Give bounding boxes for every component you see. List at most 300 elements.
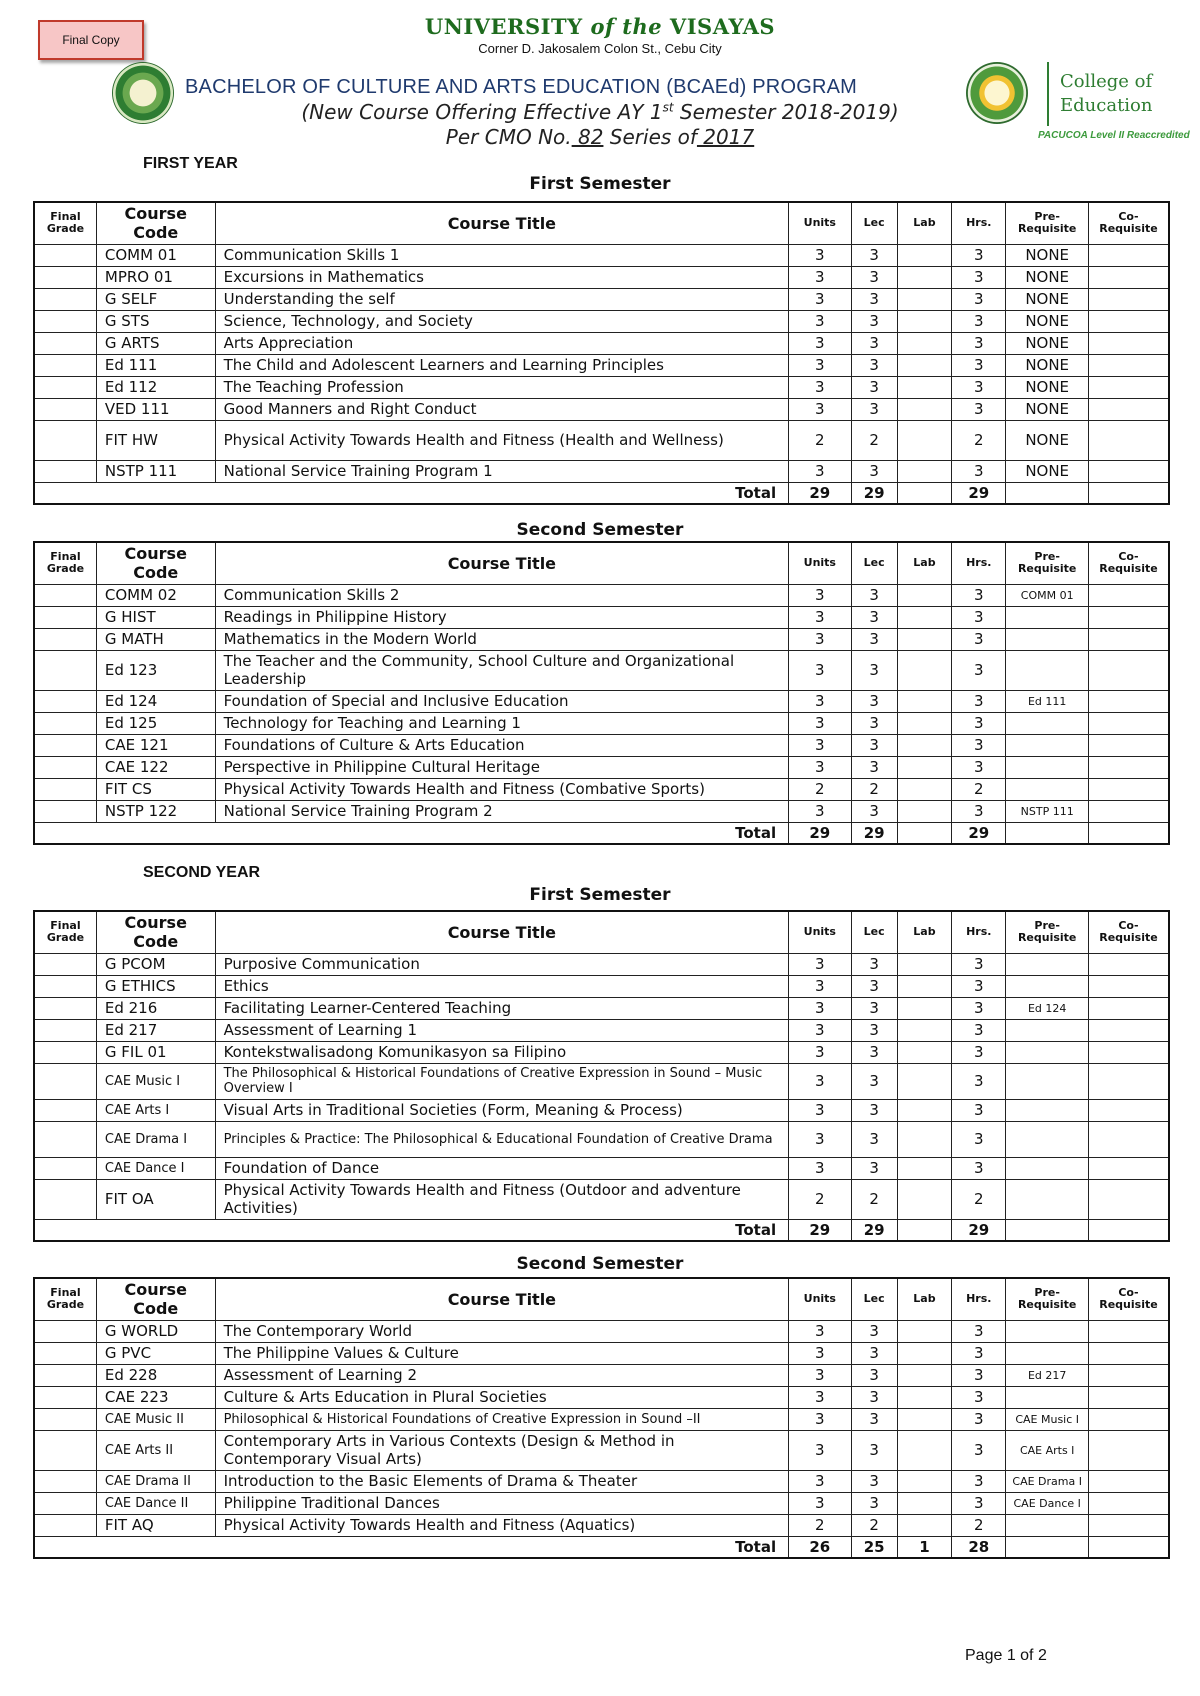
total-units: 29 xyxy=(789,1219,851,1241)
lab-cell xyxy=(897,1063,951,1099)
header-row xyxy=(34,202,1169,244)
lab-cell xyxy=(897,1364,951,1386)
corequisite-cell xyxy=(1088,1364,1169,1386)
course-row xyxy=(34,606,1169,628)
course-table xyxy=(33,541,1170,845)
course-row xyxy=(34,1408,1169,1430)
course-row xyxy=(34,376,1169,398)
course-row xyxy=(34,712,1169,734)
corequisite-cell xyxy=(1088,420,1169,460)
units-cell: 3 xyxy=(789,460,851,482)
hrs-cell: 2 xyxy=(952,1179,1006,1219)
hrs-cell: 3 xyxy=(952,288,1006,310)
final-grade-cell[interactable] xyxy=(34,1041,96,1063)
prerequisite-cell xyxy=(1006,712,1089,734)
col-prerequisite: Pre-Requisite xyxy=(1006,1278,1089,1320)
corequisite-cell xyxy=(1088,628,1169,650)
corequisite-cell xyxy=(1088,266,1169,288)
total-lec: 29 xyxy=(851,822,897,844)
lec-cell: 3 xyxy=(851,690,897,712)
lab-cell xyxy=(897,310,951,332)
final-grade-cell[interactable] xyxy=(34,460,96,482)
col-hrs: Hrs. xyxy=(952,911,1006,953)
lab-cell xyxy=(897,1179,951,1219)
prerequisite-cell: NONE xyxy=(1006,376,1089,398)
units-cell: 3 xyxy=(789,997,851,1019)
course-table xyxy=(33,910,1170,1242)
total-pre-empty xyxy=(1006,482,1089,504)
units-cell: 3 xyxy=(789,1041,851,1063)
lab-cell xyxy=(897,953,951,975)
corequisite-cell xyxy=(1088,1041,1169,1063)
lec-cell: 3 xyxy=(851,1099,897,1121)
lab-cell xyxy=(897,332,951,354)
course-code: Ed 112 xyxy=(96,376,215,398)
units-cell: 3 xyxy=(789,354,851,376)
course-code: CAE Dance I xyxy=(96,1157,215,1179)
total-blank xyxy=(34,1219,215,1241)
total-hrs: 29 xyxy=(952,822,1006,844)
total-blank xyxy=(34,482,215,504)
course-code: CAE Music II xyxy=(96,1408,215,1430)
final-grade-cell[interactable] xyxy=(34,1063,96,1099)
col-course-code: Course Code xyxy=(96,542,215,584)
hrs-cell: 3 xyxy=(952,650,1006,690)
final-grade-cell[interactable] xyxy=(34,1364,96,1386)
hrs-cell: 3 xyxy=(952,800,1006,822)
course-code: CAE Arts I xyxy=(96,1099,215,1121)
final-grade-cell[interactable] xyxy=(34,288,96,310)
lec-cell: 2 xyxy=(851,778,897,800)
prerequisite-cell: NONE xyxy=(1006,460,1089,482)
course-code: Ed 111 xyxy=(96,354,215,376)
units-cell: 2 xyxy=(789,420,851,460)
lab-cell xyxy=(897,266,951,288)
final-grade-cell[interactable] xyxy=(34,1492,96,1514)
corequisite-cell xyxy=(1088,1320,1169,1342)
corequisite-cell xyxy=(1088,1386,1169,1408)
course-title: National Service Training Program 2 xyxy=(215,800,789,822)
final-grade-cell[interactable] xyxy=(34,650,96,690)
col-final-grade: Final Grade xyxy=(34,1278,96,1320)
total-units: 26 xyxy=(789,1536,851,1558)
cmo-line: Per CMO No. 82 Series of 2017 xyxy=(445,125,755,149)
total-lec: 25 xyxy=(851,1536,897,1558)
final-grade-cell[interactable] xyxy=(34,1430,96,1470)
units-cell: 3 xyxy=(789,266,851,288)
lab-cell xyxy=(897,1514,951,1536)
final-grade-cell[interactable] xyxy=(34,1386,96,1408)
final-grade-cell[interactable] xyxy=(34,1320,96,1342)
prerequisite-cell xyxy=(1006,1179,1089,1219)
course-code: FIT AQ xyxy=(96,1514,215,1536)
semester-heading: Second Semester xyxy=(516,520,684,540)
course-row xyxy=(34,398,1169,420)
hrs-cell: 3 xyxy=(952,1063,1006,1099)
lab-cell xyxy=(897,712,951,734)
course-row xyxy=(34,953,1169,975)
corequisite-cell xyxy=(1088,650,1169,690)
course-title: Contemporary Arts in Various Contexts (Design & Method in Contemporary Visual Arts) xyxy=(215,1430,789,1470)
lab-cell xyxy=(897,376,951,398)
corequisite-cell xyxy=(1088,953,1169,975)
header-row xyxy=(34,542,1169,584)
total-lab xyxy=(897,822,951,844)
hrs-cell: 3 xyxy=(952,628,1006,650)
corequisite-cell xyxy=(1088,778,1169,800)
prerequisite-cell: Ed 111 xyxy=(1006,690,1089,712)
units-cell: 3 xyxy=(789,1063,851,1099)
course-title: Communication Skills 2 xyxy=(215,584,789,606)
lab-cell xyxy=(897,1470,951,1492)
course-row xyxy=(34,420,1169,460)
final-copy-stamp: Final Copy xyxy=(38,20,144,60)
hrs-cell: 2 xyxy=(952,420,1006,460)
hrs-cell: 3 xyxy=(952,310,1006,332)
corequisite-cell xyxy=(1088,1408,1169,1430)
hrs-cell: 3 xyxy=(952,953,1006,975)
lab-cell xyxy=(897,650,951,690)
corequisite-cell xyxy=(1088,398,1169,420)
units-cell: 3 xyxy=(789,1364,851,1386)
lec-cell: 2 xyxy=(851,420,897,460)
corequisite-cell xyxy=(1088,712,1169,734)
course-row xyxy=(34,332,1169,354)
course-row xyxy=(34,1019,1169,1041)
col-units: Units xyxy=(789,911,851,953)
lab-cell xyxy=(897,1342,951,1364)
final-grade-cell[interactable] xyxy=(34,420,96,460)
corequisite-cell xyxy=(1088,1342,1169,1364)
corequisite-cell xyxy=(1088,690,1169,712)
semester-heading: First Semester xyxy=(529,174,671,194)
prerequisite-cell xyxy=(1006,1320,1089,1342)
course-table xyxy=(33,201,1170,505)
total-label: Total xyxy=(215,1536,789,1558)
course-title: Science, Technology, and Society xyxy=(215,310,789,332)
final-grade-cell[interactable] xyxy=(34,628,96,650)
course-title: Foundation of Special and Inclusive Education xyxy=(215,690,789,712)
units-cell: 3 xyxy=(789,1099,851,1121)
corequisite-cell xyxy=(1088,244,1169,266)
corequisite-cell xyxy=(1088,734,1169,756)
course-code: CAE 121 xyxy=(96,734,215,756)
corequisite-cell xyxy=(1088,376,1169,398)
course-title: Good Manners and Right Conduct xyxy=(215,398,789,420)
final-grade-cell[interactable] xyxy=(34,778,96,800)
course-title: Physical Activity Towards Health and Fitness (Outdoor and adventure Activities) xyxy=(215,1179,789,1219)
final-grade-cell[interactable] xyxy=(34,354,96,376)
course-row xyxy=(34,1041,1169,1063)
course-code: FIT CS xyxy=(96,778,215,800)
course-title: Communication Skills 1 xyxy=(215,244,789,266)
lab-cell xyxy=(897,690,951,712)
prerequisite-cell xyxy=(1006,734,1089,756)
course-title: Assessment of Learning 1 xyxy=(215,1019,789,1041)
lec-cell: 3 xyxy=(851,1121,897,1157)
course-code: CAE Drama I xyxy=(96,1121,215,1157)
total-label: Total xyxy=(215,482,789,504)
hrs-cell: 3 xyxy=(952,1386,1006,1408)
final-grade-cell[interactable] xyxy=(34,800,96,822)
units-cell: 3 xyxy=(789,1408,851,1430)
col-course-title: Course Title xyxy=(215,1278,789,1320)
final-grade-cell[interactable] xyxy=(34,1408,96,1430)
final-grade-cell[interactable] xyxy=(34,266,96,288)
col-course-title: Course Title xyxy=(215,911,789,953)
course-title: Understanding the self xyxy=(215,288,789,310)
lec-cell: 3 xyxy=(851,650,897,690)
final-grade-cell[interactable] xyxy=(34,1019,96,1041)
hrs-cell: 3 xyxy=(952,690,1006,712)
course-code: CAE Arts II xyxy=(96,1430,215,1470)
units-cell: 3 xyxy=(789,288,851,310)
final-grade-cell[interactable] xyxy=(34,734,96,756)
hrs-cell: 3 xyxy=(952,244,1006,266)
course-row xyxy=(34,734,1169,756)
col-hrs: Hrs. xyxy=(952,542,1006,584)
course-row xyxy=(34,997,1169,1019)
course-code: Ed 125 xyxy=(96,712,215,734)
hrs-cell: 3 xyxy=(952,734,1006,756)
prerequisite-cell: NONE xyxy=(1006,332,1089,354)
course-row xyxy=(34,1430,1169,1470)
final-grade-cell[interactable] xyxy=(34,332,96,354)
corequisite-cell xyxy=(1088,1157,1169,1179)
course-code: CAE Dance II xyxy=(96,1492,215,1514)
course-code: G FIL 01 xyxy=(96,1041,215,1063)
final-grade-cell[interactable] xyxy=(34,756,96,778)
university-address: Corner D. Jakosalem Colon St., Cebu City xyxy=(478,41,722,56)
lec-cell: 3 xyxy=(851,734,897,756)
course-title: Facilitating Learner-Centered Teaching xyxy=(215,997,789,1019)
semester-heading: First Semester xyxy=(529,885,671,905)
final-grade-cell[interactable] xyxy=(34,1514,96,1536)
final-grade-cell[interactable] xyxy=(34,1099,96,1121)
lec-cell: 3 xyxy=(851,266,897,288)
course-title: Introduction to the Basic Elements of Drama & Theater xyxy=(215,1470,789,1492)
total-label: Total xyxy=(215,822,789,844)
lab-cell xyxy=(897,288,951,310)
prerequisite-cell xyxy=(1006,1099,1089,1121)
final-grade-cell[interactable] xyxy=(34,376,96,398)
prerequisite-cell xyxy=(1006,650,1089,690)
lab-cell xyxy=(897,1157,951,1179)
program-title: BACHELOR OF CULTURE AND ARTS EDUCATION (BCAEd) PROGRAM xyxy=(185,76,858,98)
col-lec: Lec xyxy=(851,542,897,584)
lab-cell xyxy=(897,1121,951,1157)
units-cell: 3 xyxy=(789,1492,851,1514)
total-hrs: 28 xyxy=(952,1536,1006,1558)
course-title: Foundation of Dance xyxy=(215,1157,789,1179)
units-cell: 3 xyxy=(789,734,851,756)
units-cell: 3 xyxy=(789,310,851,332)
course-code: CAE 122 xyxy=(96,756,215,778)
corequisite-cell xyxy=(1088,1430,1169,1470)
lec-cell: 3 xyxy=(851,1157,897,1179)
final-grade-cell[interactable] xyxy=(34,584,96,606)
prerequisite-cell xyxy=(1006,953,1089,975)
col-corequisite: Co-Requisite xyxy=(1088,202,1169,244)
hrs-cell: 3 xyxy=(952,1121,1006,1157)
course-code: FIT OA xyxy=(96,1179,215,1219)
units-cell: 3 xyxy=(789,690,851,712)
course-code: G SELF xyxy=(96,288,215,310)
course-code: G WORLD xyxy=(96,1320,215,1342)
prerequisite-cell xyxy=(1006,1386,1089,1408)
course-title: Principles & Practice: The Philosophical & Educational Foundation of Creative Drama xyxy=(215,1121,789,1157)
final-grade-cell[interactable] xyxy=(34,1179,96,1219)
corequisite-cell xyxy=(1088,1121,1169,1157)
course-title: Assessment of Learning 2 xyxy=(215,1364,789,1386)
units-cell: 3 xyxy=(789,332,851,354)
final-grade-cell[interactable] xyxy=(34,953,96,975)
final-grade-cell[interactable] xyxy=(34,975,96,997)
hrs-cell: 2 xyxy=(952,778,1006,800)
final-grade-cell[interactable] xyxy=(34,1342,96,1364)
course-row xyxy=(34,1470,1169,1492)
col-course-title: Course Title xyxy=(215,542,789,584)
prerequisite-cell: CAE Drama I xyxy=(1006,1470,1089,1492)
course-row xyxy=(34,1514,1169,1536)
course-code: Ed 216 xyxy=(96,997,215,1019)
course-code: CAE Music I xyxy=(96,1063,215,1099)
lab-cell xyxy=(897,1041,951,1063)
lab-cell xyxy=(897,420,951,460)
prerequisite-cell: NONE xyxy=(1006,398,1089,420)
lec-cell: 3 xyxy=(851,1492,897,1514)
lec-cell: 3 xyxy=(851,584,897,606)
final-grade-cell[interactable] xyxy=(34,712,96,734)
total-hrs: 29 xyxy=(952,482,1006,504)
total-label: Total xyxy=(215,1219,789,1241)
lec-cell: 3 xyxy=(851,975,897,997)
course-title: The Child and Adolescent Learners and Learning Principles xyxy=(215,354,789,376)
lec-cell: 3 xyxy=(851,1019,897,1041)
col-lec: Lec xyxy=(851,1278,897,1320)
year-heading: FIRST YEAR xyxy=(143,155,238,172)
year-heading: SECOND YEAR xyxy=(143,864,261,881)
col-lab: Lab xyxy=(897,202,951,244)
col-prerequisite: Pre-Requisite xyxy=(1006,542,1089,584)
course-code: CAE Drama II xyxy=(96,1470,215,1492)
course-code: NSTP 122 xyxy=(96,800,215,822)
hrs-cell: 3 xyxy=(952,1099,1006,1121)
course-title: The Teacher and the Community, School Culture and Organizational Leadership xyxy=(215,650,789,690)
corequisite-cell xyxy=(1088,800,1169,822)
lec-cell: 3 xyxy=(851,1320,897,1342)
hrs-cell: 2 xyxy=(952,1514,1006,1536)
course-title: The Contemporary World xyxy=(215,1320,789,1342)
final-grade-cell[interactable] xyxy=(34,1470,96,1492)
course-title: Physical Activity Towards Health and Fitness (Health and Wellness) xyxy=(215,420,789,460)
final-grade-cell[interactable] xyxy=(34,1121,96,1157)
units-cell: 3 xyxy=(789,1342,851,1364)
accreditation-note: PACUCOA Level II Reaccredited xyxy=(1038,130,1190,141)
lec-cell: 3 xyxy=(851,712,897,734)
col-lec: Lec xyxy=(851,202,897,244)
corequisite-cell xyxy=(1088,1019,1169,1041)
hrs-cell: 3 xyxy=(952,460,1006,482)
lec-cell: 3 xyxy=(851,606,897,628)
course-row xyxy=(34,778,1169,800)
lec-cell: 3 xyxy=(851,1430,897,1470)
course-title: The Philosophical & Historical Foundations of Creative Expression in Sound – Music Overview I xyxy=(215,1063,789,1099)
prerequisite-cell: NONE xyxy=(1006,266,1089,288)
final-grade-cell[interactable] xyxy=(34,1157,96,1179)
course-code: Ed 123 xyxy=(96,650,215,690)
lec-cell: 3 xyxy=(851,288,897,310)
prerequisite-cell: CAE Music I xyxy=(1006,1408,1089,1430)
lec-cell: 3 xyxy=(851,800,897,822)
total-lec: 29 xyxy=(851,1219,897,1241)
lec-cell: 3 xyxy=(851,310,897,332)
prerequisite-cell xyxy=(1006,975,1089,997)
prerequisite-cell: Ed 217 xyxy=(1006,1364,1089,1386)
lec-cell: 3 xyxy=(851,376,897,398)
final-grade-cell[interactable] xyxy=(34,244,96,266)
final-grade-cell[interactable] xyxy=(34,398,96,420)
units-cell: 3 xyxy=(789,650,851,690)
hrs-cell: 3 xyxy=(952,354,1006,376)
course-row xyxy=(34,800,1169,822)
final-grade-cell[interactable] xyxy=(34,690,96,712)
final-grade-cell[interactable] xyxy=(34,310,96,332)
corequisite-cell xyxy=(1088,460,1169,482)
course-title: Physical Activity Towards Health and Fitness (Aquatics) xyxy=(215,1514,789,1536)
lec-cell: 3 xyxy=(851,244,897,266)
header-row xyxy=(34,1278,1169,1320)
lab-cell xyxy=(897,1492,951,1514)
lec-cell: 3 xyxy=(851,398,897,420)
units-cell: 2 xyxy=(789,1179,851,1219)
lab-cell xyxy=(897,628,951,650)
course-row xyxy=(34,975,1169,997)
course-code: G ETHICS xyxy=(96,975,215,997)
col-final-grade: Final Grade xyxy=(34,202,96,244)
total-lab: 1 xyxy=(897,1536,951,1558)
course-row xyxy=(34,584,1169,606)
col-final-grade: Final Grade xyxy=(34,911,96,953)
corequisite-cell xyxy=(1088,310,1169,332)
hrs-cell: 3 xyxy=(952,1430,1006,1470)
course-code: Ed 217 xyxy=(96,1019,215,1041)
course-title: Philosophical & Historical Foundations of Creative Expression in Sound –II xyxy=(215,1408,789,1430)
total-co-empty xyxy=(1088,1219,1169,1241)
prerequisite-cell xyxy=(1006,1342,1089,1364)
hrs-cell: 3 xyxy=(952,606,1006,628)
final-grade-cell[interactable] xyxy=(34,606,96,628)
hrs-cell: 3 xyxy=(952,376,1006,398)
units-cell: 3 xyxy=(789,1430,851,1470)
course-code: Ed 228 xyxy=(96,1364,215,1386)
prerequisite-cell: NONE xyxy=(1006,244,1089,266)
final-grade-cell[interactable] xyxy=(34,997,96,1019)
prerequisite-cell: CAE Arts I xyxy=(1006,1430,1089,1470)
course-row xyxy=(34,244,1169,266)
lec-cell: 3 xyxy=(851,997,897,1019)
units-cell: 3 xyxy=(789,628,851,650)
col-prerequisite: Pre-Requisite xyxy=(1006,202,1089,244)
lec-cell: 3 xyxy=(851,1364,897,1386)
col-lec: Lec xyxy=(851,911,897,953)
lab-cell xyxy=(897,800,951,822)
col-final-grade: Final Grade xyxy=(34,542,96,584)
prerequisite-cell: NONE xyxy=(1006,354,1089,376)
total-row xyxy=(34,482,1169,504)
lec-cell: 3 xyxy=(851,1342,897,1364)
lab-cell xyxy=(897,734,951,756)
